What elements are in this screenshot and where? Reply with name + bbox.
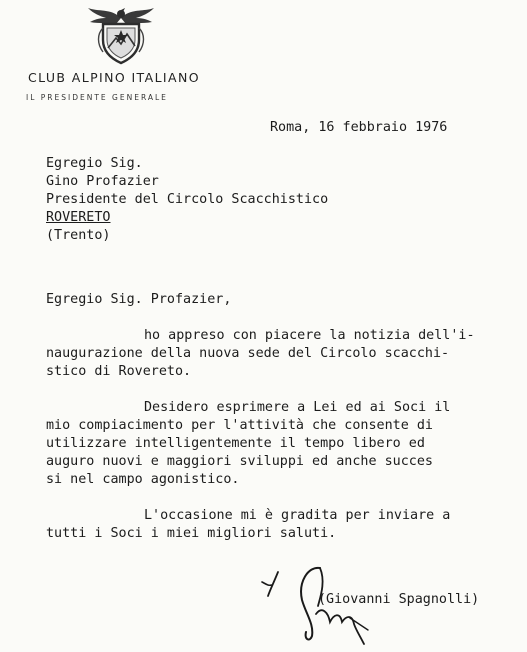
cai-emblem-icon (86, 4, 156, 66)
paragraph-line: naugurazione della nuova sede del Circolo scacchi- (46, 346, 450, 361)
recipient-city: ROVERETO (46, 210, 111, 225)
paragraph-line: stico di Rovereto. (46, 364, 192, 379)
paragraph-line: ho appreso con piacere la notizia dell'i- (144, 328, 475, 343)
greeting: Egregio Sig. Profazier, (46, 292, 232, 307)
paragraph-line: L'occasione mi è gradita per inviare a (144, 508, 451, 523)
organization-name: CLUB ALPINO ITALIANO (28, 70, 200, 85)
paragraph-line: utilizzare intelligentemente il tempo libero ed (46, 436, 425, 451)
recipient-position: Presidente del Circolo Scacchistico (46, 192, 329, 207)
paragraph-line: si nel campo agonistico. (46, 472, 240, 487)
paragraph-line: auguro nuovi e maggiori sviluppi ed anche succes (46, 454, 433, 469)
recipient-salutation: Egregio Sig. (46, 156, 143, 171)
organization-title: IL PRESIDENTE GENERALE (26, 93, 168, 102)
signer-name: (Giovanni Spagnolli) (318, 592, 480, 607)
paragraph-line: Desidero esprimere a Lei ed ai Soci il (144, 400, 451, 415)
letterhead (22, 4, 222, 104)
paragraph-line: mio compiacimento per l'attività che consente di (46, 418, 433, 433)
date-line: Roma, 16 febbraio 1976 (270, 120, 448, 135)
recipient-name: Gino Profazier (46, 174, 159, 189)
recipient-province: (Trento) (46, 228, 111, 243)
paragraph-line: tutti i Soci i miei migliori saluti. (46, 526, 337, 541)
